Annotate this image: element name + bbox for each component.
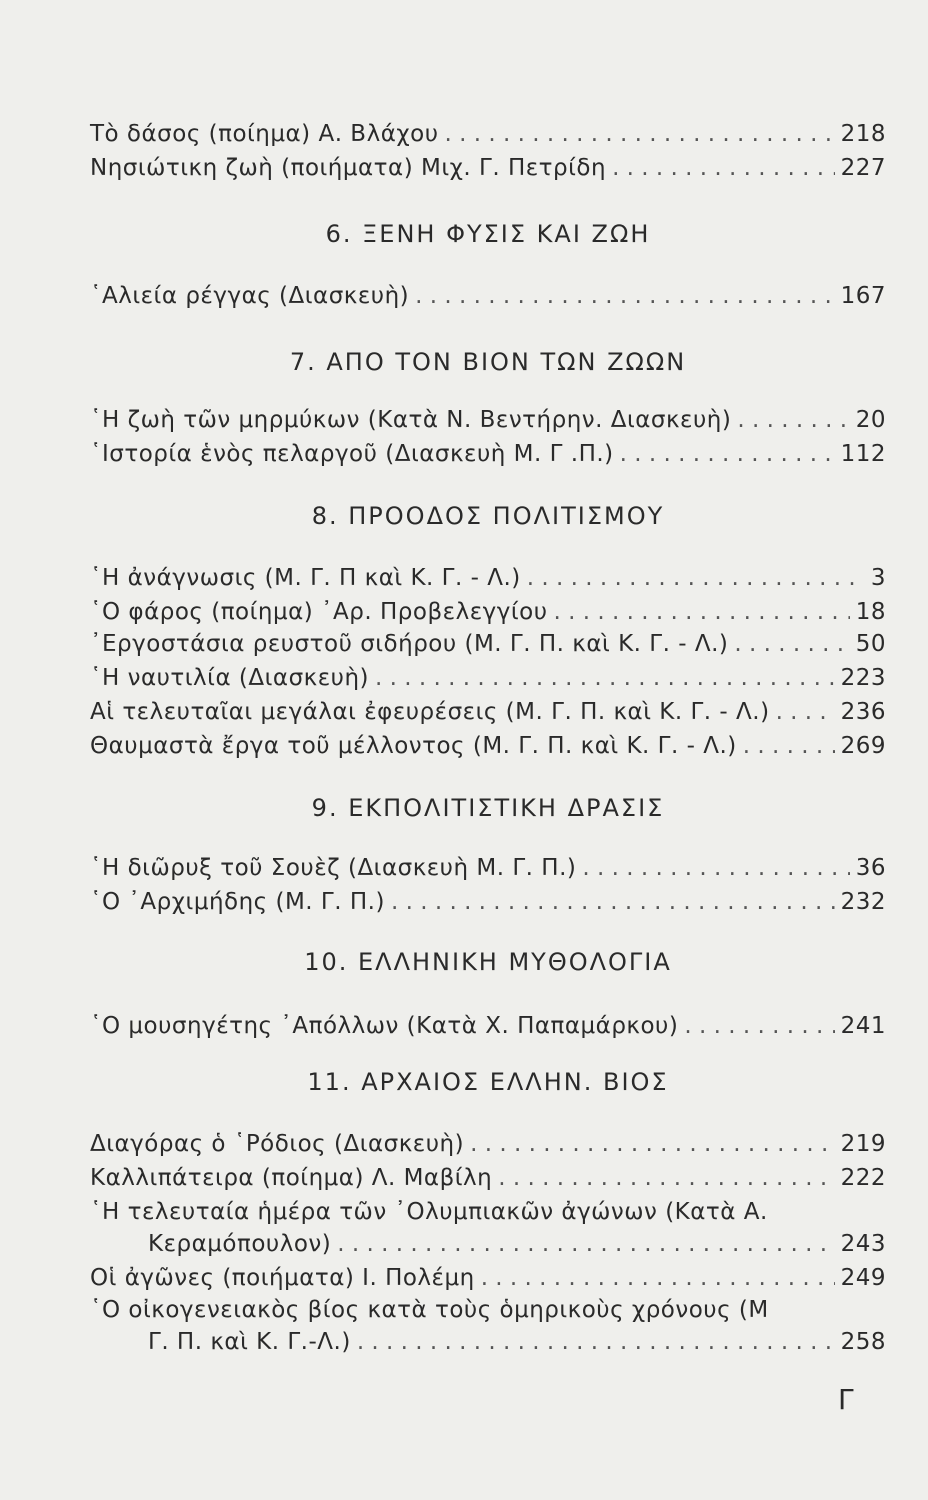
- toc-entry: [90, 696, 886, 728]
- entry-title: ῾Ιστορία ἑνὸς πελαργοῦ (Διασκευὴ Μ. Γ .Π.): [90, 441, 614, 467]
- entry-page: 243: [840, 1231, 886, 1257]
- toc-entry: [90, 852, 886, 884]
- entry-page: 18: [855, 599, 886, 625]
- entry-title-continuation: Κεραμόπουλον): [148, 1231, 332, 1257]
- section-heading: 10. ΕΛΛΗΝΙΚΗ ΜΥΘΟΛΟΓΙΑ: [304, 948, 672, 976]
- signature-mark: Γ: [838, 1383, 854, 1416]
- entry-page: 219: [840, 1131, 886, 1157]
- toc-entry: [90, 628, 886, 660]
- entry-title: Οἱ ἀγῶνες (ποιήματα) Ι. Πολέμη: [90, 1265, 475, 1291]
- entry-title-continuation: Γ. Π. καὶ Κ. Γ.-Λ.): [148, 1329, 351, 1355]
- toc-entry: [90, 1128, 886, 1160]
- toc-entry: [90, 596, 886, 628]
- entry-title: ῾Ο ᾿Αρχιμήδης (Μ. Γ. Π.): [90, 889, 385, 915]
- entry-page: 227: [840, 155, 886, 181]
- entry-page: 3: [870, 565, 886, 591]
- entry-title: ῾Η διῶρυξ τοῦ Σουὲζ (Διασκευὴ Μ. Γ. Π.): [90, 855, 577, 881]
- entry-page: 236: [840, 699, 886, 725]
- entry-title: Καλλιπάτειρα (ποίημα) Λ. Μαβίλη: [90, 1165, 493, 1191]
- entry-page: 269: [840, 733, 886, 759]
- entry-page: 258: [840, 1329, 886, 1355]
- entry-page: 36: [855, 855, 886, 881]
- section-heading: 11. ΑΡΧΑΙΟΣ ΕΛΛΗΝ. ΒΙΟΣ: [307, 1068, 669, 1096]
- entry-title: ῾Η ζωὴ τῶν μηρμύκων (Κατὰ Ν. Βεντήρην. Διασκευὴ): [90, 407, 732, 433]
- toc-entry: [90, 118, 886, 150]
- entry-title: ῾Ο μουσηγέτης ᾿Απόλλων (Κατὰ Χ. Παπαμάρκου): [90, 1013, 679, 1039]
- section-heading: 6. ΞΕΝΗ ΦΥΣΙΣ ΚΑΙ ΖΩΗ: [325, 220, 651, 248]
- entry-page: 241: [840, 1013, 886, 1039]
- toc-entry: [90, 886, 886, 918]
- section-heading: 7. ΑΠΟ ΤΟΝ ΒΙΟΝ ΤΩΝ ΖΩΩΝ: [289, 348, 687, 376]
- entry-page: 249: [840, 1265, 886, 1291]
- toc-entry: [90, 1162, 886, 1194]
- toc-entry: [90, 562, 886, 594]
- toc-entry: [90, 662, 886, 694]
- toc-entry: [90, 438, 886, 470]
- entry-title: ῾Ο φάρος (ποίημα) ᾿Αρ. Προβελεγγίου: [90, 599, 548, 625]
- toc-entry: [90, 730, 886, 762]
- toc-entry: [90, 1262, 886, 1294]
- entry-title: ῾Αλιεία ρέγγας (Διασκευὴ): [90, 283, 410, 309]
- toc-entry: [90, 1010, 886, 1042]
- toc-entry: [90, 152, 886, 184]
- toc-entry: [90, 1196, 886, 1260]
- entry-title: Τὸ δάσος (ποίημα) Α. Βλάχου: [90, 121, 439, 147]
- section-heading: 8. ΠΡΟΟΔΟΣ ΠΟΛΙΤΙΣΜΟΥ: [311, 502, 665, 530]
- section-heading: 9. ΕΚΠΟΛΙΤΙΣΤΙΚΗ ΔΡΑΣΙΣ: [311, 794, 665, 822]
- entry-page: 218: [840, 121, 886, 147]
- entry-page: 223: [840, 665, 886, 691]
- entry-page: 112: [840, 441, 886, 467]
- entry-page: 222: [840, 1165, 886, 1191]
- entry-title: Νησιώτικη ζωὴ (ποιήματα) Μιχ. Γ. Πετρίδη: [90, 155, 607, 181]
- entry-page: 167: [840, 283, 886, 309]
- entry-title: Θαυμαστὰ ἔργα τοῦ μέλλοντος (Μ. Γ. Π. καὶ Κ. Γ. - Λ.): [90, 733, 737, 759]
- entry-title: ᾿Εργοστάσια ρευστοῦ σιδήρου (Μ. Γ. Π. καὶ Κ. Γ. - Λ.): [90, 631, 729, 657]
- toc-entry: [90, 280, 886, 312]
- entry-page: 20: [855, 407, 886, 433]
- entry-page: 50: [855, 631, 886, 657]
- entry-title: Αἱ τελευταῖαι μεγάλαι ἐφευρέσεις (Μ. Γ. Π. καὶ Κ. Γ. - Λ.): [90, 699, 770, 725]
- toc-entry: [90, 1294, 886, 1358]
- entry-title: ῾Ο οἰκογενειακὸς βίος κατὰ τοὺς ὁμηρικοὺς χρόνους (Μ: [90, 1297, 769, 1323]
- entry-title: Διαγόρας ὁ ῾Ρόδιος (Διασκευὴ): [90, 1131, 465, 1157]
- entry-title: ῾Η ἀνάγνωσις (Μ. Γ. Π καὶ Κ. Γ. - Λ.): [90, 565, 521, 591]
- entry-page: 232: [840, 889, 886, 915]
- entry-title: ῾Η ναυτιλία (Διασκευὴ): [90, 665, 369, 691]
- entry-title: ῾Η τελευταία ἡμέρα τῶν ᾿Ολυμπιακῶν ἀγώνων (Κατὰ Α.: [90, 1199, 768, 1225]
- toc-entry: [90, 404, 886, 436]
